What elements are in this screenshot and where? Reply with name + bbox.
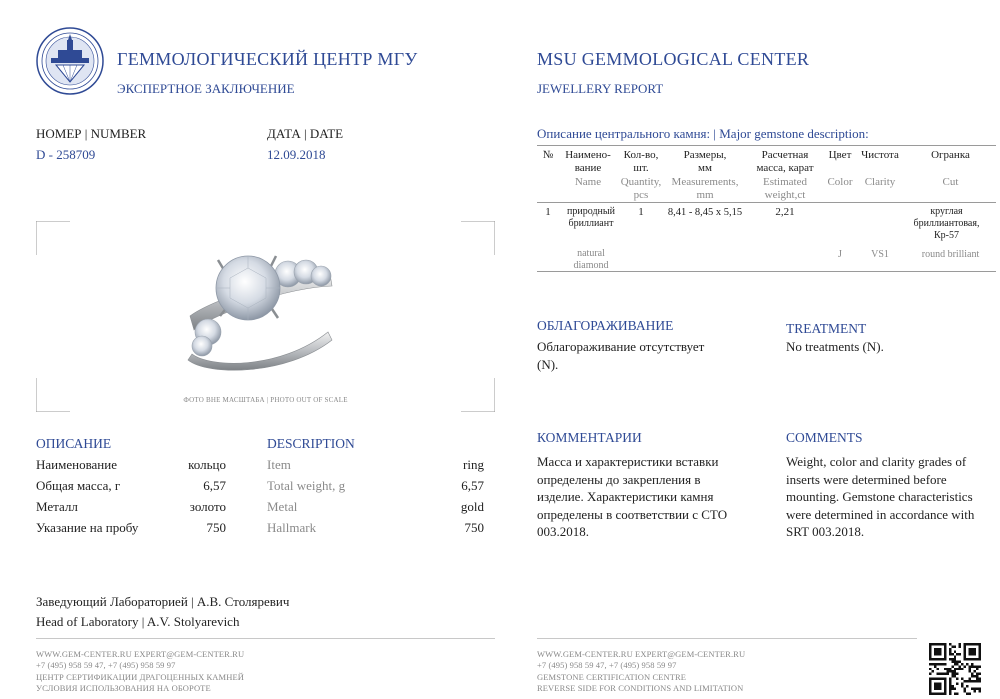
row-label: Metal: [267, 499, 298, 514]
photo-note: ФОТО ВНЕ МАСШТАБА | PHOTO OUT OF SCALE: [183, 396, 348, 404]
row-label: Total weight, g: [267, 478, 346, 493]
title-en: MSU GEMMOLOGICAL CENTER: [537, 49, 810, 69]
row-label: Наименование: [36, 457, 117, 472]
date-value: 12.09.2018: [267, 147, 326, 162]
row-label: Item: [267, 457, 291, 472]
row-label: Указание на пробу: [36, 520, 139, 535]
row-value: 6,57: [461, 478, 484, 493]
col-weight-header-en: Estimated weight,ct: [763, 176, 807, 201]
treatment-en-heading: TREATMENT: [786, 321, 867, 336]
number-value: D - 258709: [36, 147, 96, 162]
footer-line: REVERSE SIDE FOR CONDITIONS AND LIMITATION: [537, 682, 744, 693]
description-ru-table: [36, 457, 226, 541]
col-measurements-header-en: Measurements, mm: [671, 176, 739, 201]
gem-name-ru: природный бриллиант: [567, 206, 615, 229]
row-value: ring: [463, 457, 484, 472]
msu-seal-icon: [36, 27, 104, 95]
row-value: кольцо: [188, 457, 226, 472]
col-quantity-header-en: Quantity, pcs: [620, 176, 662, 201]
footer-right: [537, 649, 745, 694]
footer-line: WWW.GEM-CENTER.RU EXPERT@GEM-CENTER.RU: [537, 649, 746, 659]
gemstone-title: Описание центрального камня: | Major gemstone description:: [537, 126, 869, 141]
table-row: [267, 457, 484, 478]
table-row: [267, 478, 484, 499]
col-no-header: №: [542, 149, 554, 161]
qr-code-icon: [929, 643, 981, 695]
description-en-heading: DESCRIPTION: [267, 436, 355, 451]
footer-line: +7 (495) 958 59 47, +7 (495) 958 59 97: [36, 660, 176, 671]
footer-divider-right: [537, 638, 917, 639]
col-name-header-en: Name: [574, 176, 602, 188]
ring-photo-icon: [180, 246, 340, 372]
title-ru: ГЕММОЛОГИЧЕСКИЙ ЦЕНТР МГУ: [117, 49, 418, 69]
gem-quantity: 1: [638, 206, 644, 218]
gem-weight: 2,21: [775, 206, 795, 218]
gemstone-table: [537, 145, 996, 275]
row-label: Hallmark: [267, 520, 317, 535]
table-row: [36, 457, 226, 478]
signature-en: Head of Laboratory | A.V. Stolyarevich: [36, 614, 240, 629]
subtitle-ru: ЭКСПЕРТНОЕ ЗАКЛЮЧЕНИЕ: [117, 81, 295, 96]
col-weight-header: Расчетная масса, карат: [756, 149, 814, 174]
footer-line: GEMSTONE CERTIFICATION CENTRE: [537, 671, 687, 682]
row-value: 750: [464, 520, 484, 535]
comments-ru-text: Масса и характеристики вставки определены до закрепления в изделие. Характеристики камня определены в соответствии с СТО 003.2018.: [537, 454, 728, 539]
footer-line: +7 (495) 958 59 47, +7 (495) 958 59 97: [537, 660, 677, 671]
row-value: 6,57: [203, 478, 226, 493]
footer-divider-left: [36, 638, 495, 639]
comments-ru-heading: КОММЕНТАРИИ: [537, 430, 642, 445]
col-name-header: Наимено- вание: [565, 149, 611, 174]
footer-left: [36, 649, 244, 694]
description-en-table: [267, 457, 484, 541]
gem-cut-en: round brilliant: [921, 249, 980, 260]
date-label: ДАТА | DATE: [267, 126, 344, 141]
number-label: НОМЕР | NUMBER: [36, 126, 147, 141]
col-quantity-header: Кол-во, шт.: [623, 149, 659, 174]
table-row: [36, 478, 226, 499]
description-ru-heading: ОПИСАНИЕ: [36, 436, 112, 451]
footer-line: WWW.GEM-CENTER.RU EXPERT@GEM-CENTER.RU: [36, 649, 245, 659]
gem-name-en: natural diamond: [573, 248, 609, 271]
row-value: gold: [460, 499, 484, 514]
row-value: 750: [206, 520, 226, 535]
gem-measurements: 8,41 - 8,45 x 5,15: [667, 207, 743, 218]
gem-clarity: VS1: [871, 249, 889, 260]
col-measurements-header: Размеры, мм: [683, 149, 727, 174]
footer-line: ЦЕНТР СЕРТИФИКАЦИИ ДРАГОЦЕННЫХ КАМНЕЙ: [36, 671, 244, 682]
row-label: Металл: [36, 499, 78, 514]
signature-ru: Заведующий Лабораторией | А.В. Столяревич: [36, 594, 290, 609]
gem-no: 1: [545, 206, 551, 218]
table-row: [36, 520, 226, 541]
col-cut-header-en: Cut: [942, 176, 959, 188]
col-clarity-header: Чистота: [861, 149, 899, 161]
table-row: [267, 520, 484, 541]
table-row: [36, 499, 226, 520]
gem-color: J: [838, 249, 842, 260]
subtitle-en: JEWELLERY REPORT: [537, 81, 664, 96]
comments-en-text: Weight, color and clarity grades of inserts were determined before mounting. Gemstone characteristics were determined in accordance with SRT 003.2018.: [786, 454, 975, 539]
row-label: Общая масса, г: [36, 478, 121, 493]
table-row: [267, 499, 484, 520]
col-color-header-en: Color: [827, 176, 853, 188]
treatment-en-text: No treatments (N).: [786, 339, 884, 354]
col-cut-header: Огранка: [931, 149, 970, 161]
col-clarity-header-en: Clarity: [864, 176, 896, 188]
comments-en-heading: COMMENTS: [786, 430, 863, 445]
col-color-header: Цвет: [828, 149, 852, 161]
row-value: золото: [189, 499, 226, 514]
footer-line: УСЛОВИЯ ИСПОЛЬЗОВАНИЯ НА ОБОРОТЕ: [36, 682, 211, 693]
gem-cut-ru: круглая бриллиантовая, Кр-57: [913, 206, 980, 241]
treatment-ru-text: Облагораживание отсутствует (N).: [537, 339, 705, 372]
treatment-ru-heading: ОБЛАГОРАЖИВАНИЕ: [537, 318, 674, 333]
